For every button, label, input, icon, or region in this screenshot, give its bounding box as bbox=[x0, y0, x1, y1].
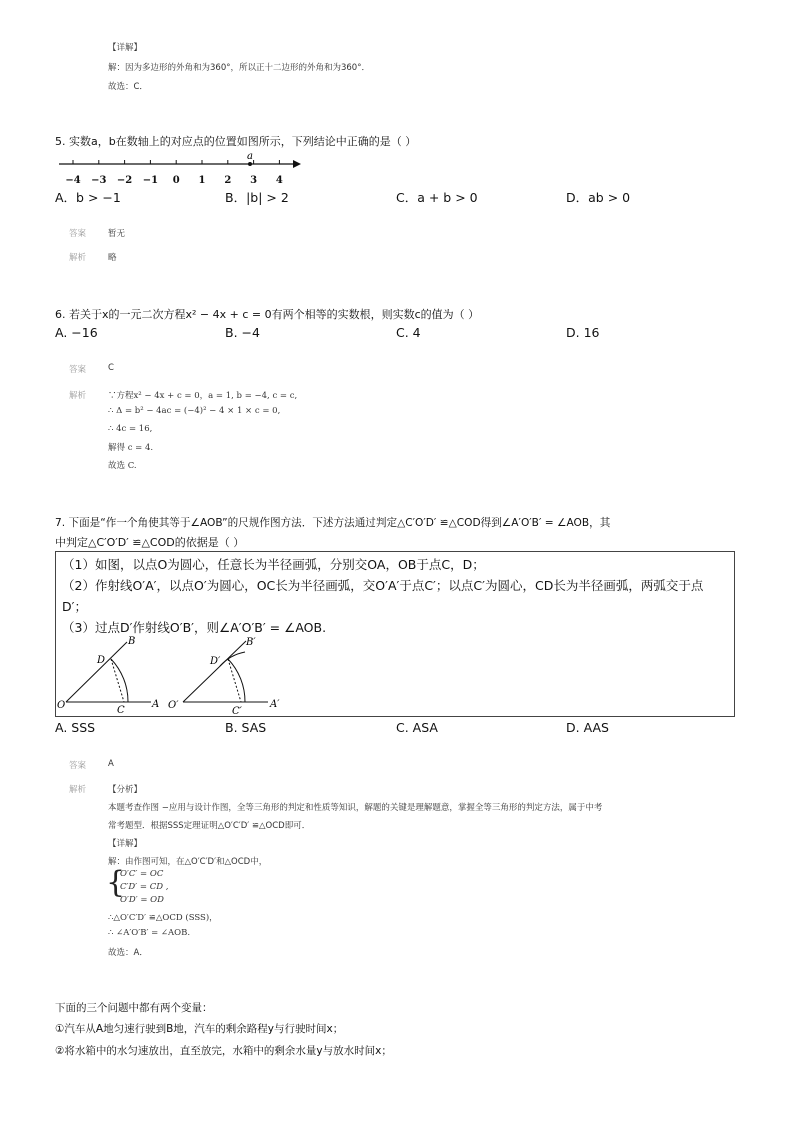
q5-axis-tick-label: 1 bbox=[198, 175, 206, 186]
q5-point-a-label: a bbox=[247, 151, 253, 162]
q7-step-2: （2）作射线O′A′，以点O′为圆心，OC长为半径画弧，交O′A′于点C′；以点C′为圆心，CD长为半径画弧，两弧交于点 bbox=[62, 578, 704, 593]
fig1-label-c: C bbox=[117, 705, 125, 716]
q7-answer: A bbox=[108, 759, 114, 769]
q5-option-c[interactable]: C．a + b > 0 bbox=[396, 190, 478, 205]
q7-system-brace: { bbox=[106, 865, 126, 900]
q7-analysis-p1: 本题考查作图 −应用与设计作图，全等三角形的判定和性质等知识，解题的关键是理解题意，掌握全等三角形的判定方法，属于中考 bbox=[108, 803, 603, 813]
q7-construction-box bbox=[55, 551, 735, 717]
q5-analysis: 略 bbox=[108, 253, 117, 263]
figure-angle-aob bbox=[57, 636, 159, 716]
q7-detail-intro: 解：由作图可知，在△O′C′D′和△OCD中， bbox=[108, 857, 268, 867]
q7-system-eq: O′D′ = OD bbox=[120, 895, 164, 905]
q7-analysis-p2: 常考题型．根据SSS定理证明△O′C′D′ ≌△OCD即可． bbox=[108, 821, 311, 831]
detail-tag: 【详解】 bbox=[108, 43, 143, 53]
q5-axis-tick-label: −3 bbox=[91, 175, 107, 186]
q7-step-1: （1）如图，以点O为圆心，任意长为半径画弧，分别交OA，OB于点C，D； bbox=[62, 557, 485, 572]
q7-system-eq: C′D′ = CD , bbox=[120, 882, 169, 892]
fig2-label-o: O′ bbox=[168, 700, 179, 711]
q7-detail-head: 【详解】 bbox=[108, 839, 143, 849]
fig2-label-c: C′ bbox=[232, 706, 242, 716]
detail-choice: 故选：C． bbox=[108, 82, 148, 92]
q6-answer: C bbox=[108, 363, 114, 373]
q5-axis-tick-label: 0 bbox=[172, 175, 180, 186]
q5-axis-tick-label: 4 bbox=[275, 175, 283, 186]
q5-option-d[interactable]: D．ab > 0 bbox=[566, 190, 631, 205]
q7-stem-line1: 7. 下面是“作一个角使其等于∠AOB”的尺规作图方法．下述方法通过判定△C′O′D′ ≌△COD得到∠A′O′B′ = ∠AOB，其 bbox=[55, 517, 611, 529]
q5-number-line bbox=[55, 150, 305, 190]
q6-analysis-line: ∵方程x² − 4x + c = 0，a = 1, b = −4, c = c, bbox=[108, 391, 298, 401]
q5-option-a[interactable]: A．b > −1 bbox=[55, 190, 121, 205]
q7-conclusion-1: ∴△O′C′D′ ≌△OCD (SSS)， bbox=[108, 913, 218, 923]
q7-stem-line2: 中判定△C′O′D′ ≌△COD的依据是（ ） bbox=[55, 536, 245, 549]
q5-option-b[interactable]: B．|b| > 2 bbox=[225, 190, 289, 205]
q5-axis-tick-label: −2 bbox=[116, 175, 133, 186]
q5-axis-tick-label: −4 bbox=[65, 175, 81, 186]
fig2-label-a: A′ bbox=[270, 699, 280, 710]
fig1-label-d: D bbox=[97, 655, 106, 666]
q5-stem: 5. 实数a，b在数轴上的对应点的位置如图所示，下列结论中正确的是（ ） bbox=[55, 135, 417, 148]
fig2-label-d: D′ bbox=[210, 656, 221, 667]
q5-point-a bbox=[248, 162, 252, 166]
q7-analysis-label: 解析 bbox=[69, 785, 87, 795]
q7-step-3: （3）过点D′作射线O′B′，则∠A′O′B′ = ∠AOB. bbox=[62, 620, 327, 635]
detail-line: 解：因为多边形的外角和为360°，所以正十二边形的外角和为360°． bbox=[108, 63, 370, 73]
q7-answer-label: 答案 bbox=[69, 761, 87, 771]
q7-construction-figures bbox=[56, 636, 356, 716]
q6-option-d[interactable]: D. 16 bbox=[566, 325, 600, 340]
fig1-label-b: B bbox=[128, 636, 136, 647]
q7-option-a[interactable]: A. SSS bbox=[55, 720, 96, 735]
q6-analysis-line: ∴ Δ = b² − 4ac = (−4)² − 4 × 1 × c = 0, bbox=[108, 406, 281, 416]
q5-analysis-label: 解析 bbox=[69, 253, 87, 263]
figure-angle-a-prime-o-prime-b-prime bbox=[168, 637, 280, 716]
q6-stem: 6. 若关于x的一元二次方程x² − 4x + c = 0有两个相等的实数根，则实数c的值为（ ） bbox=[55, 308, 480, 321]
q7-analysis-head: 【分析】 bbox=[108, 785, 143, 795]
q7-system-eq: O′C′ = OC bbox=[120, 869, 164, 879]
q6-analysis-line: 故选 C. bbox=[108, 461, 137, 471]
bottom-item-2: ②将水箱中的水匀速放出，直至放完，水箱中的剩余水量y与放水时间x； bbox=[55, 1045, 392, 1057]
q6-option-c[interactable]: C. 4 bbox=[396, 325, 421, 340]
q6-analysis-label: 解析 bbox=[69, 391, 87, 401]
q6-answer-label: 答案 bbox=[69, 365, 87, 375]
q5-answer-label: 答案 bbox=[69, 229, 87, 239]
q7-step-2-cont: D′； bbox=[62, 599, 87, 614]
q7-conclusion-2: ∴ ∠A′O′B′ = ∠AOB. bbox=[108, 928, 191, 938]
q5-axis-tick-label: 2 bbox=[224, 175, 232, 186]
fig2-label-b: B′ bbox=[246, 637, 256, 648]
q7-option-b[interactable]: B. SAS bbox=[225, 720, 267, 735]
q6-option-b[interactable]: B. −4 bbox=[225, 325, 260, 340]
q7-final: 故选：A． bbox=[108, 948, 148, 958]
q5-axis-tick-label: 3 bbox=[250, 175, 258, 186]
q6-analysis-line: ∴ 4c = 16, bbox=[108, 424, 153, 434]
q7-option-c[interactable]: C. ASA bbox=[396, 720, 438, 735]
q6-option-a[interactable]: A. −16 bbox=[55, 325, 98, 340]
q5-answer: 暂无 bbox=[108, 229, 126, 239]
q5-axis-tick-label: −1 bbox=[142, 175, 159, 186]
fig1-label-o: O bbox=[57, 700, 66, 711]
fig1-label-a: A bbox=[152, 699, 160, 710]
q7-option-d[interactable]: D. AAS bbox=[566, 720, 609, 735]
bottom-item-1: ①汽车从A地匀速行驶到B地，汽车的剩余路程y与行驶时间x； bbox=[55, 1023, 344, 1035]
q6-analysis-line: 解得 c = 4. bbox=[108, 443, 154, 453]
bottom-intro: 下面的三个问题中都有两个变量： bbox=[55, 1002, 213, 1014]
